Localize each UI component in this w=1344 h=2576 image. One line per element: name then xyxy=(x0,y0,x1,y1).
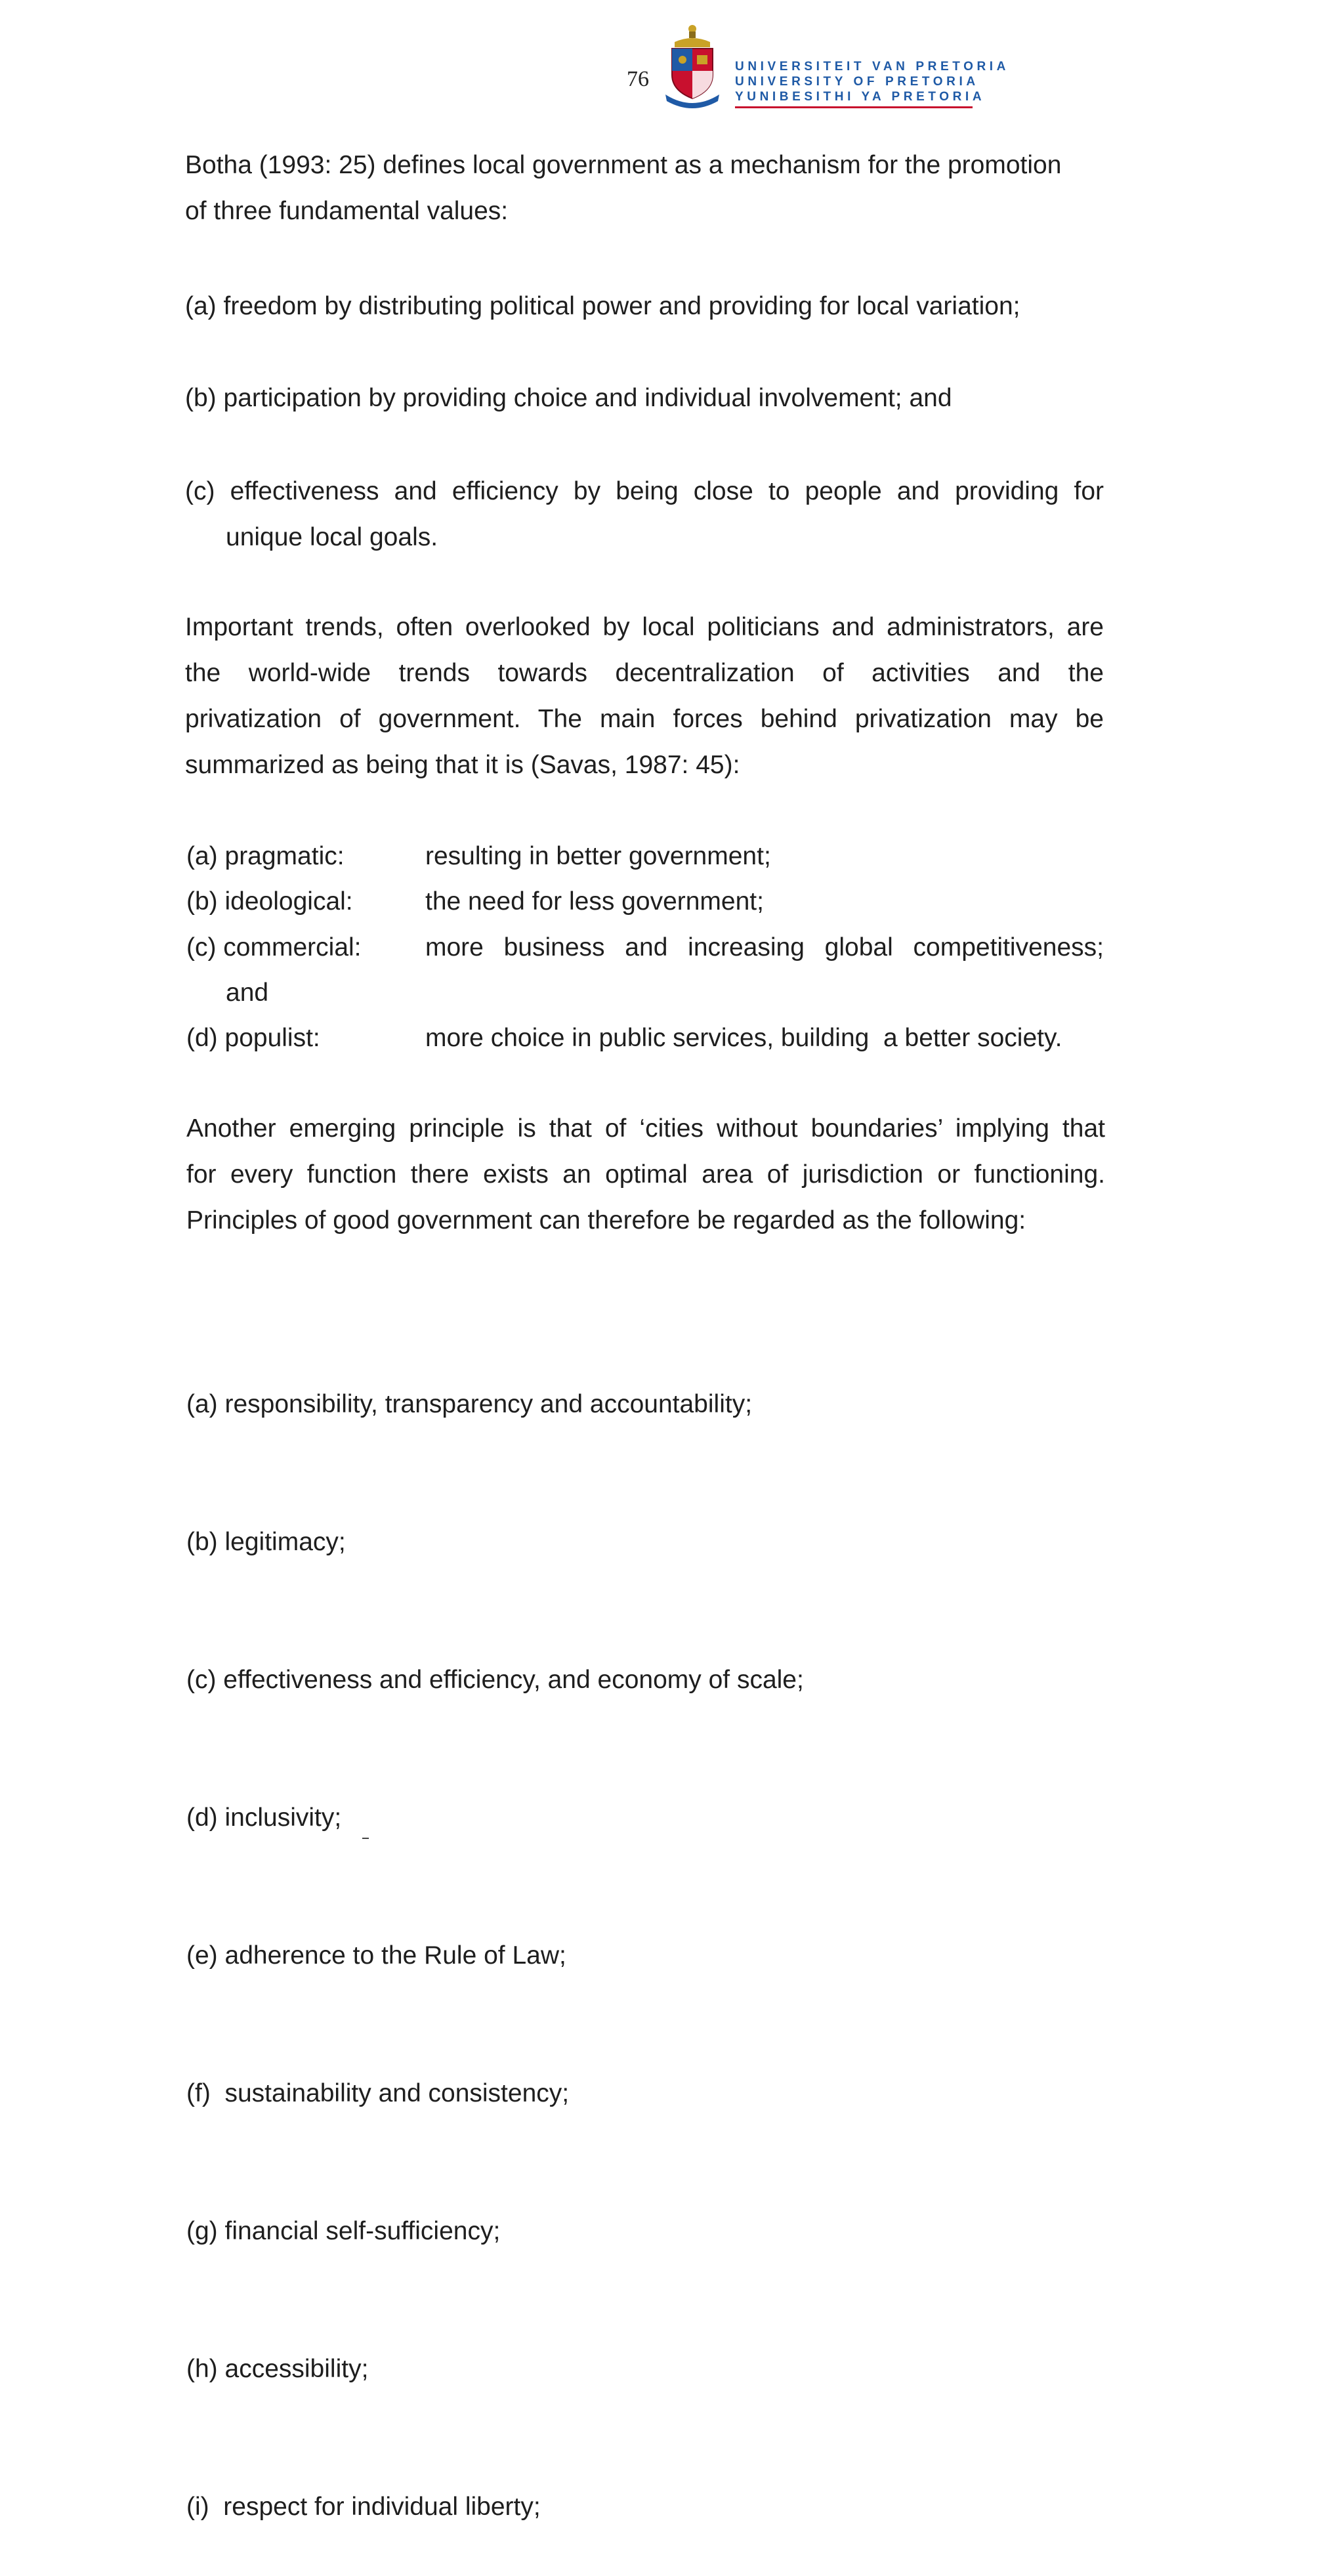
header-rule xyxy=(735,106,973,108)
values-list-item-a xyxy=(185,284,1020,329)
list-item: (b) legitimacy; xyxy=(186,1528,346,1556)
paragraph-line: privatization of government. The main forces behind privatization may be xyxy=(185,705,1104,733)
list-item: (h) accessibility; xyxy=(186,2355,369,2383)
force-label: (c) commercial: xyxy=(186,933,362,961)
list-item: (a) responsibility, transparency and accountability; xyxy=(186,1390,753,1418)
university-crest-icon xyxy=(663,22,722,112)
list-item: (c) effectiveness and efficiency by being close to people and providing for xyxy=(185,477,1104,505)
list-item-continuation: unique local goals. xyxy=(226,523,438,551)
principles-list xyxy=(186,1290,804,2576)
university-name-sepedi: YUNIBESITHI YA PRETORIA xyxy=(735,90,986,104)
university-name-block xyxy=(735,59,1009,108)
list-item: (f) sustainability and consistency; xyxy=(186,2079,570,2107)
paragraph-line: the world-wide trends towards decentralization of activities and the xyxy=(185,659,1104,687)
paragraph-line: Principles of good government can therefore be regarded as the following: xyxy=(186,1206,1026,1235)
university-name-afrikaans: UNIVERSITEIT VAN PRETORIA xyxy=(735,60,1009,74)
force-description: resulting in better government; xyxy=(425,842,771,870)
paragraph-line: Botha (1993: 25) defines local government as a mechanism for the promotion xyxy=(185,151,1062,179)
values-list-item-b xyxy=(185,375,952,421)
paragraph-intro xyxy=(185,142,1061,234)
paragraph-line: Another emerging principle is that of ‘cities without boundaries’ implying that xyxy=(186,1114,1105,1143)
list-item: (e) adherence to the Rule of Law; xyxy=(186,1941,566,1970)
list-item: (g) financial self-sufficiency; xyxy=(186,2217,501,2245)
list-item: (c) effectiveness and efficiency, and economy of scale; xyxy=(186,1666,804,1694)
page-number: 76 xyxy=(627,67,649,91)
force-label: (d) populist: xyxy=(186,1024,320,1052)
paragraph-trends xyxy=(185,604,1104,788)
values-list-item-c xyxy=(185,469,1104,560)
list-item: (b) participation by providing choice and individual involvement; and xyxy=(185,384,952,412)
footer-mark xyxy=(362,1838,369,1839)
force-label: (b) ideological: xyxy=(186,887,353,916)
list-item: (d) inclusivity; xyxy=(186,1804,342,1832)
list-item: (a) freedom by distributing political power and providing for local variation; xyxy=(185,292,1020,320)
paragraph-line: for every function there exists an optimal area of jurisdiction or functioning. xyxy=(186,1160,1105,1189)
force-label: (a) pragmatic: xyxy=(186,842,345,870)
paragraph-line: Important trends, often overlooked by local politicians and administrators, are xyxy=(185,613,1104,641)
list-item-continuation: and xyxy=(226,979,269,1007)
university-name-english: UNIVERSITY OF PRETORIA xyxy=(735,75,979,89)
force-description: more choice in public services, building a better society. xyxy=(425,1024,1062,1052)
force-description: the need for less government; xyxy=(425,887,764,916)
paragraph-principles-intro xyxy=(186,1106,1105,1244)
list-item: (i) respect for individual liberty; xyxy=(186,2493,541,2521)
paragraph-line: summarized as being that it is (Savas, 1987: 45): xyxy=(185,751,740,779)
force-description: more business and increasing global competitiveness; xyxy=(425,933,1104,961)
paragraph-line: of three fundamental values: xyxy=(185,197,509,225)
